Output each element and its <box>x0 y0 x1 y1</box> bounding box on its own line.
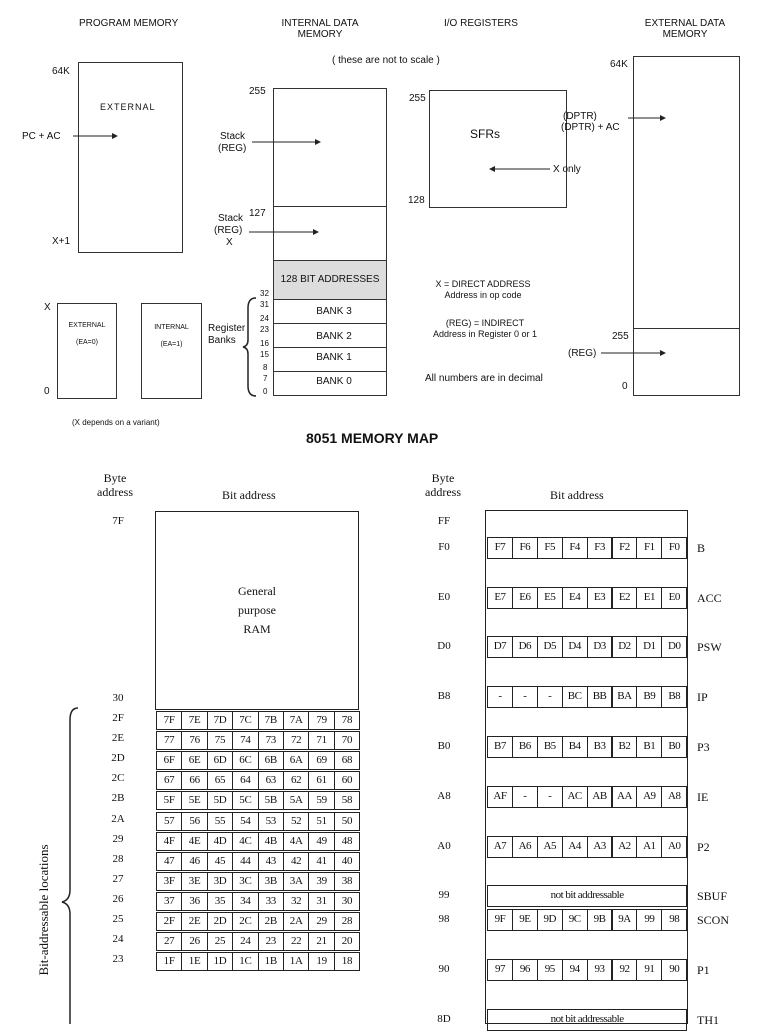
lr-bit-cell: F7 <box>487 537 513 559</box>
program-memory-header: PROGRAM MEMORY <box>79 18 179 29</box>
ll-bit-cell: 1F <box>156 952 182 971</box>
lr-bit-cell: D1 <box>636 636 662 658</box>
lr-byte-label-line1: Byte <box>431 471 455 485</box>
ll-bit-cell: 27 <box>156 932 182 951</box>
ll-bit-cell: 5A <box>283 791 309 810</box>
ll-bit-cell: 7F <box>156 711 182 730</box>
lr-bit-cell: D5 <box>537 636 563 658</box>
ll-bit-cell: 29 <box>308 912 334 931</box>
ll-bit-cell: 4C <box>232 832 258 851</box>
general-purpose-label <box>155 582 359 639</box>
ll-bit-cell: 18 <box>334 952 360 971</box>
internal-255-label: 255 <box>249 86 266 97</box>
ll-bit-cell: 42 <box>283 852 309 871</box>
ll-top-addr: 7F <box>112 515 124 527</box>
pc-ac-label: PC + AC <box>22 131 61 142</box>
lr-bit-cell: B3 <box>587 736 613 758</box>
ll-bit-cell: 5C <box>232 791 258 810</box>
lr-bit-cell: 9F <box>487 909 513 931</box>
ll-bit-cell: 32 <box>283 892 309 911</box>
ll-row-addr-23: 23 <box>112 953 124 966</box>
ll-bit-cell: 2A <box>283 912 309 931</box>
lr-bit-cell: E0 <box>661 587 687 609</box>
int-small-label: INTERNAL <box>154 324 189 331</box>
lr-bit-cell: 99 <box>636 909 662 931</box>
ll-row-addr-25: 25 <box>112 913 124 925</box>
lr-row-addr-A8: A8 <box>437 790 451 802</box>
ll-row-addr-2E: 2E <box>111 732 125 745</box>
bit-addressable-label: Bit-addressable locations <box>36 844 51 976</box>
lr-bit-cell: 95 <box>537 959 563 981</box>
ll-bit-cell: 62 <box>283 771 309 790</box>
bank-num-24: 24 <box>260 314 269 323</box>
lr-bit-cell: A3 <box>587 836 613 858</box>
ll-bit-cell: 5B <box>258 791 284 810</box>
lr-bit-cell: D4 <box>562 636 588 658</box>
ll-bit-cell: 67 <box>156 771 182 790</box>
register-banks-brace <box>243 298 256 396</box>
ll-bit-cell: 49 <box>308 832 334 851</box>
ll-bit-cell: 22 <box>283 932 309 951</box>
lr-bit-cell: 9E <box>512 909 538 931</box>
ll-bit-cell: 5F <box>156 791 182 810</box>
ll-bit-cell: 70 <box>334 731 360 750</box>
lr-bit-cell: F0 <box>661 537 687 559</box>
bank0-label: BANK 0 <box>316 376 352 387</box>
bank-num-23: 23 <box>260 325 269 334</box>
ll-bit-cell: 24 <box>232 932 258 951</box>
lr-register-name: SBUF <box>697 889 728 903</box>
ll-bit-cell: 6B <box>258 751 284 770</box>
ll-bit-cell: 30 <box>334 892 360 911</box>
lr-bit-cell: 92 <box>612 959 638 981</box>
decimal-note: All numbers are in decimal <box>425 373 543 384</box>
ext-reg-label: (REG) <box>568 348 597 359</box>
lr-bit-address-label: Bit address <box>550 488 604 502</box>
x-only-label: X only <box>553 164 581 175</box>
lr-bit-cell: 98 <box>661 909 687 931</box>
ll-bit-cell: 33 <box>258 892 284 911</box>
ll-bit-cell: 39 <box>308 872 334 891</box>
lr-row-addr-99: 99 <box>438 889 450 901</box>
ll-bit-cell: 6D <box>207 751 233 770</box>
dptr-line1: (DPTR) <box>563 111 597 122</box>
ll-bit-cell: 71 <box>308 731 334 750</box>
lr-row-addr-F0: F0 <box>438 541 450 553</box>
bank-num-15: 15 <box>260 350 269 359</box>
lr-bit-cell: A5 <box>537 836 563 858</box>
ll-bit-cell: 3A <box>283 872 309 891</box>
ll-bit-cell: 74 <box>232 731 258 750</box>
indirect-note-line2: Address in Register 0 or 1 <box>432 329 538 339</box>
ext-zero-label: 0 <box>622 381 628 392</box>
lr-bit-cell: - <box>487 686 513 708</box>
register-banks-line2: Banks <box>208 335 236 346</box>
lr-bit-cell: B5 <box>537 736 563 758</box>
ext-small-label: EXTERNAL <box>68 322 106 329</box>
ll-bit-cell: 35 <box>207 892 233 911</box>
lr-register-name: IE <box>697 790 709 804</box>
bank3-label: BANK 3 <box>316 306 352 317</box>
memory-map-title: 8051 MEMORY MAP <box>306 430 439 446</box>
lr-register-name: TH1 <box>697 1013 719 1027</box>
ll-row-addr-26: 26 <box>112 892 124 905</box>
lr-bit-cell: AA <box>612 786 638 808</box>
ll-bit-cell: 1C <box>232 952 258 971</box>
ll-bit-cell: 2E <box>181 912 207 931</box>
lr-bit-cell: A4 <box>562 836 588 858</box>
ll-bit-cell: 4B <box>258 832 284 851</box>
ll-bit-cell: 3D <box>207 872 233 891</box>
lr-bit-cell: AF <box>487 786 513 808</box>
ll-bit-cell: 4E <box>181 832 207 851</box>
lr-bit-cell: 96 <box>512 959 538 981</box>
external-data-memory-header-line2: MEMORY <box>662 29 708 40</box>
lr-register-name: B <box>697 541 706 555</box>
lr-bit-cell: A0 <box>661 836 687 858</box>
ll-bit-cell: 46 <box>181 852 207 871</box>
ll-bit-cell: 1A <box>283 952 309 971</box>
lr-bit-cell: F2 <box>612 537 638 559</box>
ll-bit-cell: 63 <box>258 771 284 790</box>
lr-bit-cell: D7 <box>487 636 513 658</box>
lr-bit-cell: AB <box>587 786 613 808</box>
ll-bit-cell: 4A <box>283 832 309 851</box>
lr-bit-cell: B2 <box>612 736 638 758</box>
ll-bit-cell: 75 <box>207 731 233 750</box>
ll-bit-cell: 53 <box>258 812 284 831</box>
ll-bit-cell: 66 <box>181 771 207 790</box>
ll-bit-cell: 28 <box>334 912 360 931</box>
lr-bit-cell: E7 <box>487 587 513 609</box>
lr-bit-cell: A8 <box>661 786 687 808</box>
ll-bit-cell: 3E <box>181 872 207 891</box>
ll-bit-cell: 73 <box>258 731 284 750</box>
lr-bit-cell: BB <box>587 686 613 708</box>
lr-bit-cell: D0 <box>661 636 687 658</box>
lr-register-name: PSW <box>697 640 722 654</box>
ll-bit-cell: 69 <box>308 751 334 770</box>
direct-note-line1: X = DIRECT ADDRESS <box>435 279 531 289</box>
ll-row-addr-29: 29 <box>112 832 124 845</box>
internal-data-memory-header-line1: INTERNAL DATA <box>281 18 359 29</box>
lr-bit-cell: 9A <box>612 909 638 931</box>
ll-bit-cell: 37 <box>156 892 182 911</box>
lr-bit-cell: - <box>512 686 538 708</box>
dptr-line2: (DPTR) + AC <box>561 122 620 133</box>
lr-row-addr-A0: A0 <box>437 840 451 852</box>
lr-byte-label-line2: address <box>425 485 461 499</box>
ll-byte-label-line1: Byte <box>103 471 127 485</box>
lr-bit-cell: D6 <box>512 636 538 658</box>
lr-register-name: P2 <box>697 840 710 854</box>
ll-bit-cell: 4F <box>156 832 182 851</box>
program-64k-label: 64K <box>52 66 70 77</box>
lr-row-addr-B0: B0 <box>437 740 451 752</box>
ext-64k-label: 64K <box>610 59 628 70</box>
lr-bit-cell: F6 <box>512 537 538 559</box>
ll-bit-cell: 21 <box>308 932 334 951</box>
ll-bit-cell: 68 <box>334 751 360 770</box>
ll-bit-cell: 56 <box>181 812 207 831</box>
register-banks-line1: Register <box>208 323 246 334</box>
ll-bit-cell: 2D <box>207 912 233 931</box>
ll-bit-cell: 6A <box>283 751 309 770</box>
ext-small-sub-label: (EA=0) <box>76 339 98 346</box>
stack2-line3: X <box>226 237 233 248</box>
ll-bit-cell: 6E <box>181 751 207 770</box>
stack2-line2: (REG) <box>214 225 243 236</box>
ll-bit-cell: 25 <box>207 932 233 951</box>
ll-bit-cell: 5D <box>207 791 233 810</box>
lr-bit-cell: - <box>537 786 563 808</box>
lr-bit-cell: B1 <box>636 736 662 758</box>
ll-bit-cell: 7C <box>232 711 258 730</box>
lr-bit-cell: AC <box>562 786 588 808</box>
ll-bit-cell: 52 <box>283 812 309 831</box>
ll-byte-address-label <box>90 471 140 499</box>
ll-bit-cell: 1B <box>258 952 284 971</box>
ll-bit-cell: 7B <box>258 711 284 730</box>
stack2-line1: Stack <box>218 213 244 224</box>
ll-bit-cell: 3B <box>258 872 284 891</box>
lr-not-bit-addressable: not bit addressable <box>487 1009 687 1031</box>
gp-line1: General <box>238 584 276 598</box>
io-255-label: 255 <box>409 93 426 104</box>
ll-bit-cell: 19 <box>308 952 334 971</box>
ll-bit-address-label: Bit address <box>222 488 276 502</box>
lr-bit-cell: F3 <box>587 537 613 559</box>
scale-note: ( these are not to scale ) <box>332 55 440 66</box>
lr-bit-cell: B7 <box>487 736 513 758</box>
ll-bit-cell: 5E <box>181 791 207 810</box>
ll-bit-cell: 76 <box>181 731 207 750</box>
indirect-note-line1: (REG) = INDIRECT <box>445 318 525 328</box>
ll-bit-cell: 61 <box>308 771 334 790</box>
lr-bit-cell: B8 <box>661 686 687 708</box>
ll-byte-label-line2: address <box>97 485 133 499</box>
ll-bit-cell: 60 <box>334 771 360 790</box>
external-data-memory-header-line1: EXTERNAL DATA <box>644 18 726 29</box>
lr-bit-cell: 9C <box>562 909 588 931</box>
ll-row-addr-2B: 2B <box>111 792 125 805</box>
bank-num-31: 31 <box>260 300 269 309</box>
ll-bit-cell: 1E <box>181 952 207 971</box>
ll-bit-cell: 40 <box>334 852 360 871</box>
ll-bit-cell: 44 <box>232 852 258 871</box>
stack1-line2: (REG) <box>218 143 247 154</box>
ll-bit-cell: 65 <box>207 771 233 790</box>
ll-bit-cell: 79 <box>308 711 334 730</box>
lr-bit-cell: 9D <box>537 909 563 931</box>
bit-addresses-label: 128 BIT ADDRESSES <box>280 274 380 285</box>
bank-num-0: 0 <box>263 387 268 396</box>
ll-bit-cell: 77 <box>156 731 182 750</box>
lr-bit-cell: E2 <box>612 587 638 609</box>
ll-bit-cell: 59 <box>308 791 334 810</box>
x1-label: X+1 <box>52 236 71 247</box>
bank1-label: BANK 1 <box>316 352 352 363</box>
ll-bit-cell: 48 <box>334 832 360 851</box>
bank2-label: BANK 2 <box>316 331 352 342</box>
lr-register-name: P3 <box>697 740 710 754</box>
lr-register-name: ACC <box>697 591 722 605</box>
lr-bit-cell: A6 <box>512 836 538 858</box>
gp-line2: purpose <box>238 603 276 617</box>
lr-top-addr: FF <box>437 515 451 527</box>
ll-bit-cell: 1D <box>207 952 233 971</box>
lr-row-addr-D0: D0 <box>437 640 451 652</box>
lr-bit-cell: A1 <box>636 836 662 858</box>
ll-row-addr-2F: 2F <box>112 712 124 724</box>
lr-bit-cell: E6 <box>512 587 538 609</box>
ll-bit-cell: 64 <box>232 771 258 790</box>
lr-bit-cell: B4 <box>562 736 588 758</box>
ll-bit-cell: 23 <box>258 932 284 951</box>
ll-bit-cell: 26 <box>181 932 207 951</box>
variant-note: (X depends on a variant) <box>72 418 160 427</box>
bank-num-7: 7 <box>263 374 268 383</box>
lr-bit-cell: BC <box>562 686 588 708</box>
top-diagram-arrows <box>0 0 768 440</box>
ll-bit-cell: 7D <box>207 711 233 730</box>
lr-bit-cell: 97 <box>487 959 513 981</box>
io-registers-header: I/O REGISTERS <box>444 18 518 29</box>
ll-row-addr-2D: 2D <box>111 752 125 765</box>
ll-bit-cell: 36 <box>181 892 207 911</box>
ll-bit-cell: 50 <box>334 812 360 831</box>
ll-bit-cell: 78 <box>334 711 360 730</box>
ll-bit-cell: 6F <box>156 751 182 770</box>
lr-register-name: IP <box>697 690 708 704</box>
ext-255-label: 255 <box>612 331 629 342</box>
lr-register-name: SCON <box>697 913 730 927</box>
ll-bit-cell: 6C <box>232 751 258 770</box>
lr-bit-cell: B9 <box>636 686 662 708</box>
lr-row-addr-90: 90 <box>438 963 450 975</box>
ll-row-addr-2C: 2C <box>111 772 125 785</box>
internal-127-label: 127 <box>249 208 266 219</box>
direct-note-line2: Address in op code <box>444 290 522 300</box>
ll-bit-cell: 55 <box>207 812 233 831</box>
ll-bit-cell: 43 <box>258 852 284 871</box>
ll-bit-cell: 2C <box>232 912 258 931</box>
stack1-line1: Stack <box>220 131 246 142</box>
ll-row-addr-2A: 2A <box>111 812 125 825</box>
ll-bit-cell: 41 <box>308 852 334 871</box>
ll-bit-cell: 38 <box>334 872 360 891</box>
ll-bit-cell: 7E <box>181 711 207 730</box>
ll-bit-cell: 58 <box>334 791 360 810</box>
lr-bit-cell: 9B <box>587 909 613 931</box>
ll-bit-cell: 3F <box>156 872 182 891</box>
internal-data-memory-header-line2: MEMORY <box>297 29 343 40</box>
lr-bit-cell: A2 <box>612 836 638 858</box>
lr-bit-cell: BA <box>612 686 638 708</box>
lr-row-addr-E0: E0 <box>437 591 451 603</box>
lr-not-bit-addressable: not bit addressable <box>487 885 687 907</box>
ll-bit-cell: 7A <box>283 711 309 730</box>
lr-bit-cell: E4 <box>562 587 588 609</box>
lr-bit-cell: D3 <box>587 636 613 658</box>
ll-bit-cell: 2F <box>156 912 182 931</box>
lr-bit-cell: 93 <box>587 959 613 981</box>
ll-bit-cell: 2B <box>258 912 284 931</box>
bank-num-8: 8 <box>263 363 268 372</box>
lr-bit-cell: A7 <box>487 836 513 858</box>
lr-bit-cell: E5 <box>537 587 563 609</box>
lr-bit-cell: F5 <box>537 537 563 559</box>
ll-bit-cell: 3C <box>232 872 258 891</box>
ll-row-addr-24: 24 <box>112 933 124 946</box>
lr-register-name: P1 <box>697 963 710 977</box>
ll-bit-cell: 45 <box>207 852 233 871</box>
program-x-label: X <box>44 302 51 313</box>
lr-bit-cell: E1 <box>636 587 662 609</box>
lr-bit-cell: 90 <box>661 959 687 981</box>
ll-bit-cell: 20 <box>334 932 360 951</box>
lr-bit-cell: B0 <box>661 736 687 758</box>
ll-bit-cell: 47 <box>156 852 182 871</box>
lr-bit-cell: F1 <box>636 537 662 559</box>
ll-bit-cell: 54 <box>232 812 258 831</box>
lr-bit-cell: B6 <box>512 736 538 758</box>
program-zero-label: 0 <box>44 386 50 397</box>
bank-num-32: 32 <box>260 289 269 298</box>
lr-row-addr-B8: B8 <box>437 690 451 702</box>
lr-bit-cell: D2 <box>612 636 638 658</box>
lr-bit-cell: 91 <box>636 959 662 981</box>
ll-bit-cell: 72 <box>283 731 309 750</box>
lr-byte-address-label <box>418 471 468 499</box>
bit-addressable-brace <box>50 700 150 1030</box>
lr-row-addr-98: 98 <box>438 913 450 925</box>
ll-gp-bottom-addr: 30 <box>112 692 124 704</box>
ll-bit-cell: 51 <box>308 812 334 831</box>
lr-bit-cell: - <box>537 686 563 708</box>
gp-line3: RAM <box>243 622 271 636</box>
sfrs-label: SFRs <box>470 127 500 141</box>
ll-bit-cell: 4D <box>207 832 233 851</box>
lr-bit-cell: F4 <box>562 537 588 559</box>
io-128-label: 128 <box>408 195 425 206</box>
lr-bit-cell: 94 <box>562 959 588 981</box>
lr-bit-cell: E3 <box>587 587 613 609</box>
lr-row-addr-8D: 8D <box>437 1013 451 1025</box>
lr-bit-cell: A9 <box>636 786 662 808</box>
program-external-label: EXTERNAL <box>100 102 156 112</box>
ll-bit-cell: 34 <box>232 892 258 911</box>
ll-row-addr-28: 28 <box>112 852 124 865</box>
int-small-sub-label: (EA=1) <box>160 341 183 348</box>
lr-bit-cell: - <box>512 786 538 808</box>
ll-bit-cell: 57 <box>156 812 182 831</box>
ll-bit-cell: 31 <box>308 892 334 911</box>
ll-row-addr-27: 27 <box>112 872 124 885</box>
bank-num-16: 16 <box>260 339 269 348</box>
